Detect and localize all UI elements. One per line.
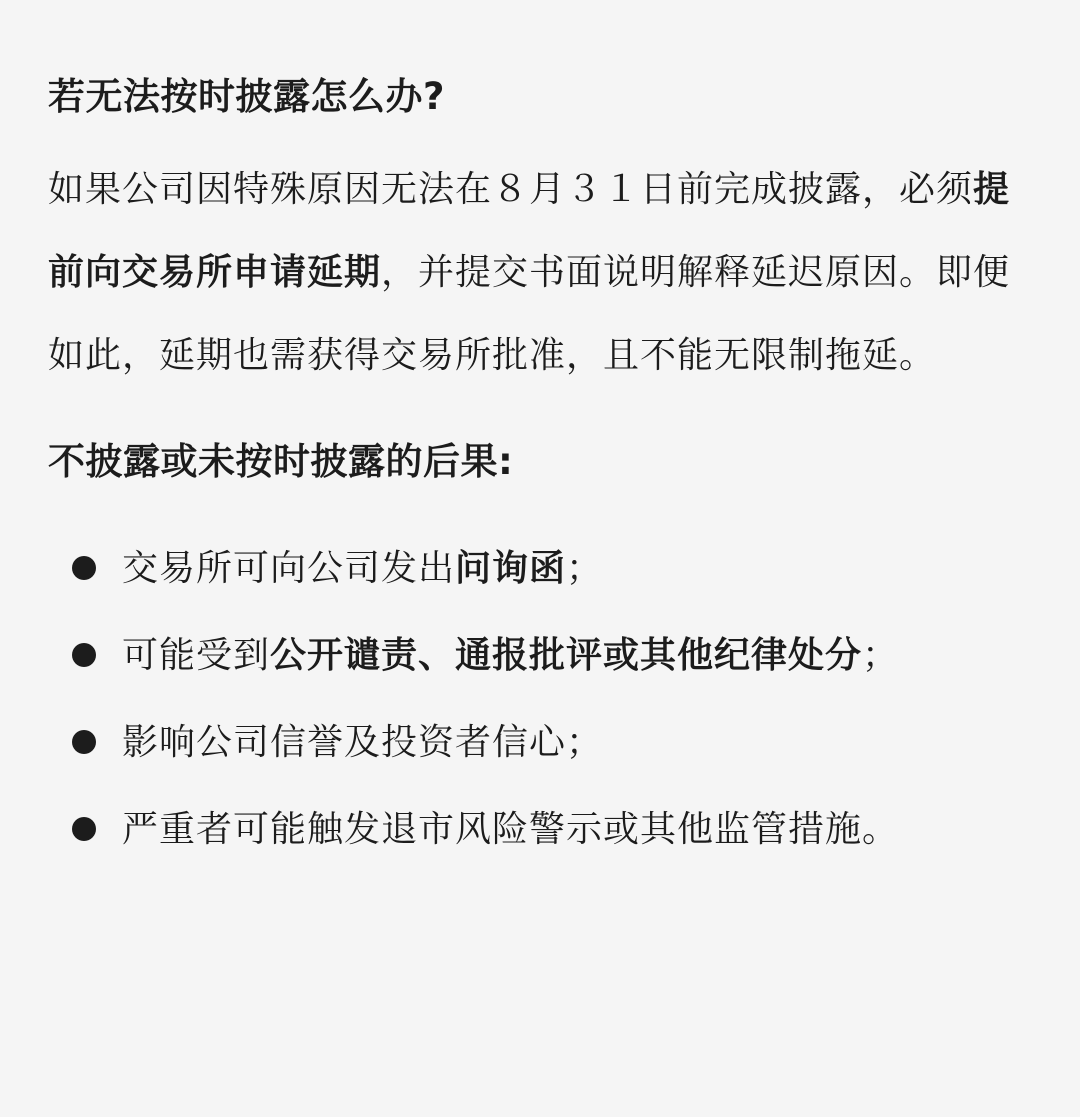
list-item [48, 699, 1032, 786]
list-item-emphasis: 问询函 [455, 548, 567, 589]
list-item-text [122, 635, 899, 676]
list-item-text-end: ； [566, 548, 604, 589]
section-heading-delay: 若无法按时披露怎么办? [48, 75, 445, 118]
list-item-text-start: 严重者可能触发退市风险警示或其他监管措施。 [122, 809, 900, 850]
list-item-text [122, 548, 603, 589]
list-item [48, 525, 1032, 612]
list-item-text-start: 影响公司信誉及投资者信心； [122, 722, 604, 763]
list-item-text-start: 可能受到 [122, 635, 271, 676]
delay-paragraph-text-end: ，并提交书面说明解释延迟原因。即便如此，延期也需获得交易所批准，且不能无限制拖延。 [48, 252, 1011, 376]
delay-paragraph [48, 148, 1032, 397]
list-item [48, 612, 1032, 699]
section-heading-consequences: 不披露或未按时披露的后果: [48, 440, 514, 483]
list-item [48, 786, 1032, 873]
list-item-emphasis: 公开谴责、通报批评或其他纪律处分 [270, 635, 863, 676]
list-item-text [122, 809, 899, 850]
bullet-icon [72, 556, 96, 580]
bullet-icon [72, 817, 96, 841]
list-item-text-end: ； [862, 635, 900, 676]
consequences-list [48, 525, 1032, 873]
delay-paragraph-text: 如果公司因特殊原因无法在８月３１日前完成披露，必须 [48, 169, 974, 210]
list-item-text-start: 交易所可向公司发出 [122, 548, 456, 589]
bullet-icon [72, 730, 96, 754]
delay-paragraph-emphasis: 提前向交易所申请延期 [48, 169, 1011, 293]
bullet-icon [72, 643, 96, 667]
list-item-text [122, 722, 603, 763]
